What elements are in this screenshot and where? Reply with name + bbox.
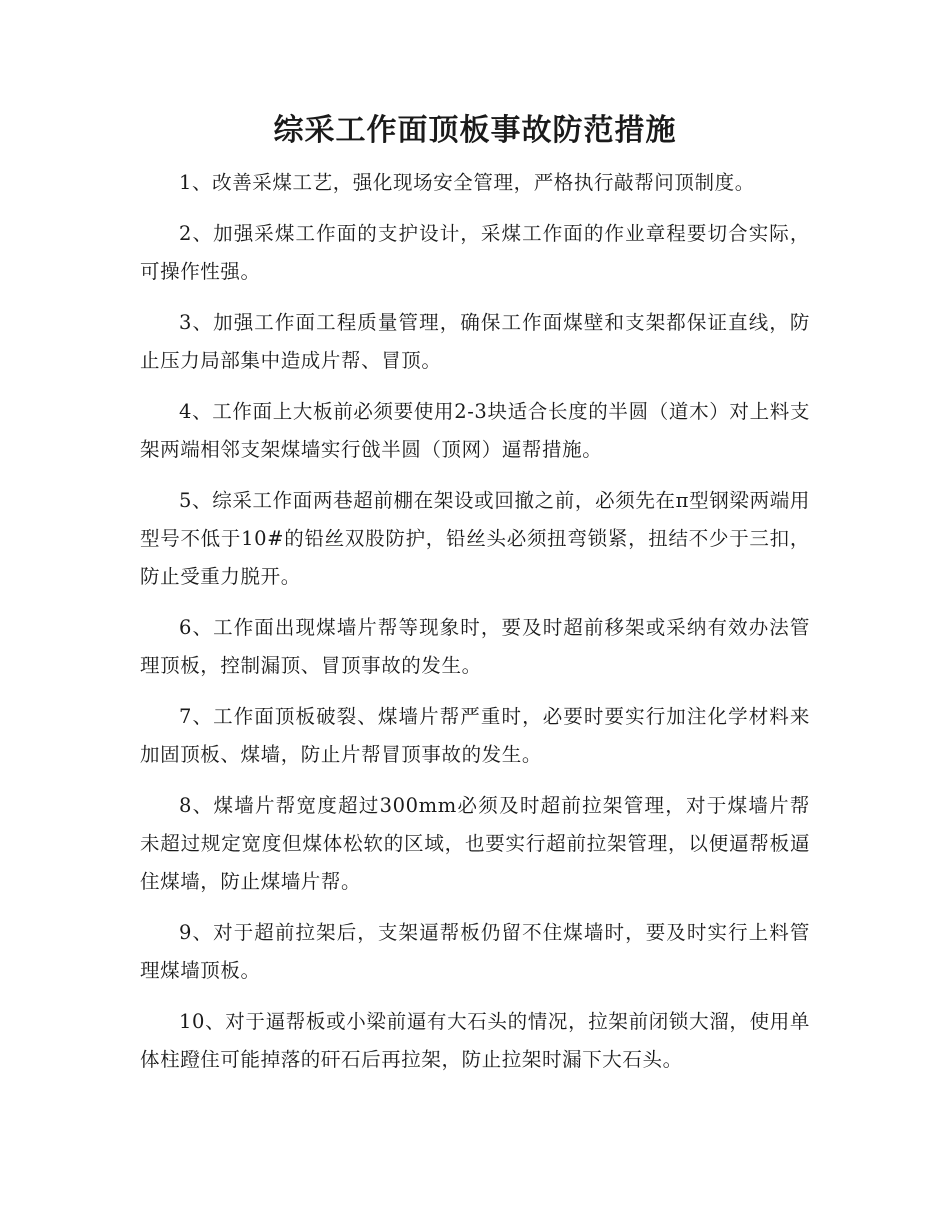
paragraph-10: 10、对于逼帮板或小梁前逼有大石头的情况，拉架前闭锁大溜，使用单体柱蹬住可能掉落的矸石后再拉架，防止拉架时漏下大石头。 [140, 1010, 810, 1071]
paragraph-7: 7、工作面顶板破裂、煤墙片帮严重时，必要时要实行加注化学材料来加固顶板、煤墙，防止片帮冒顶事故的发生。 [140, 705, 810, 766]
document-body [140, 164, 810, 1092]
paragraph-8: 8、煤墙片帮宽度超过300mm必须及时超前拉架管理，对于煤墙片帮未超过规定宽度但煤体松软的区域，也要实行超前拉架管理，以便逼帮板逼住煤墙，防止煤墙片帮。 [140, 794, 810, 893]
paragraph-9: 9、对于超前拉架后，支架逼帮板仍留不住煤墙时，要及时实行上料管理煤墙顶板。 [140, 921, 810, 982]
paragraph-3: 3、加强工作面工程质量管理，确保工作面煤壁和支架都保证直线，防止压力局部集中造成片帮、冒顶。 [140, 311, 810, 372]
paragraph-1: 1、改善采煤工艺，强化现场安全管理，严格执行敲帮问顶制度。 [179, 171, 755, 194]
paragraph-5: 5、综采工作面两巷超前棚在架设或回撤之前，必须先在π型钢梁两端用型号不低于10#的铅丝双股防护，铅丝头必须扭弯锁紧，扭结不少于三扣，防止受重力脱开。 [140, 489, 810, 588]
paragraph-4: 4、工作面上大板前必须要使用2-3块适合长度的半圆（道木）对上料支架两端相邻支架煤墙实行戗半圆（顶网）逼帮措施。 [140, 400, 810, 461]
document-title: 综采工作面顶板事故防范措施 [273, 113, 677, 148]
paragraph-6: 6、工作面出现煤墙片帮等现象时，要及时超前移架或采纳有效办法管理顶板，控制漏顶、冒顶事故的发生。 [140, 616, 810, 677]
paragraph-2: 2、加强采煤工作面的支护设计，采煤工作面的作业章程要切合实际，可操作性强。 [140, 222, 810, 283]
